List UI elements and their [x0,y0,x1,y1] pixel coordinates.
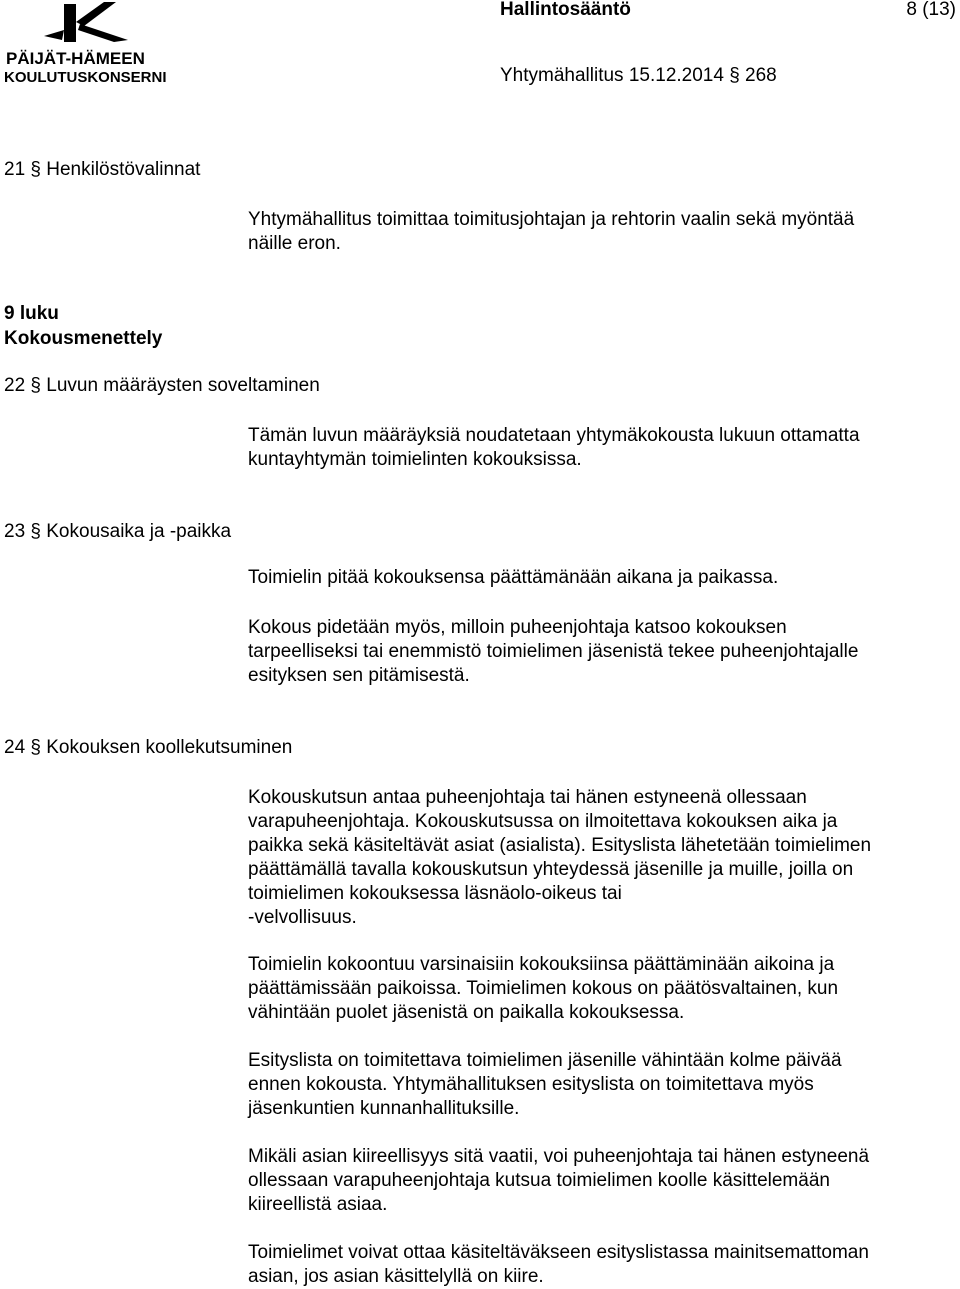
text-line: Esityslista on toimitettava toimielimen jäsenille vähintään kolme päivää [248,1050,842,1071]
text-line: Yhtymähallitus toimittaa toimitusjohtajan ja rehtorin vaalin sekä myöntää [248,209,855,230]
text-line: Tämän luvun määräyksiä noudatetaan yhtymäkokousta lukuun ottamatta [248,425,860,446]
document-title: Hallintosääntö [500,0,631,20]
text-line: toimielimen kokouksessa läsnäolo-oikeus tai [248,883,622,904]
text-line: näille eron. [248,233,341,254]
text-line: paikka sekä käsiteltävät asiat (asialista). Esityslista lähetetään toimielimen [248,835,872,856]
text-line: ollessaan varapuheenjohtaja kutsua toimielimen koolle käsittelemään [248,1170,830,1191]
section-24-paragraph-3 [248,1049,948,1121]
section-24-paragraph-5 [248,1241,948,1289]
text-line: Toimielimet voivat ottaa käsiteltäväkseen esityslistassa mainitsemattoman [248,1242,869,1263]
section-24-paragraph-4 [248,1145,948,1217]
text-line: kuntayhtymän toimielinten kokouksissa. [248,449,582,470]
section-21-paragraph-1 [248,208,948,256]
text-line: Mikäli asian kiireellisyys sitä vaatii, voi puheenjohtaja tai hänen estyneenä [248,1146,870,1167]
section-23-heading: 23 § Kokousaika ja -paikka [4,521,232,542]
text-line: Toimielin pitää kokouksensa päättämänään aikana ja paikassa. [248,567,779,588]
text-line: Kokous pidetään myös, milloin puheenjohtaja katsoo kokouksen [248,617,787,638]
logo-text-line2: KOULUTUSKONSERNI [4,69,167,86]
text-line: tarpeelliseksi tai enemmistö toimielimen jäsenistä tekee puheenjohtajalle [248,641,859,662]
section-24-heading: 24 § Kokouksen koollekutsuminen [4,737,293,758]
section-24-paragraph-1 [248,786,948,930]
chapter-number: 9 luku [4,303,59,324]
text-line: vähintään puolet jäsenistä on paikalla kokouksessa. [248,1002,685,1023]
chapter-title: Kokousmenettely [4,328,163,349]
section-23-paragraph-2 [248,616,948,688]
k-logo-icon [44,2,128,42]
section-21-heading: 21 § Henkilöstövalinnat [4,159,201,180]
text-line: jäsenkuntien kunnanhallituksille. [248,1098,520,1119]
text-line: asian, jos asian käsittelyllä on kiire. [248,1266,544,1287]
text-line: Toimielin kokoontuu varsinaisiin kokouksiinsa päättäminään aikoina ja [248,954,835,975]
organization-logo [4,0,184,86]
section-22-heading: 22 § Luvun määräysten soveltaminen [4,375,320,396]
text-line: kiireellistä asiaa. [248,1194,388,1215]
text-line: -velvollisuus. [248,907,357,928]
text-line: varapuheenjohtaja. Kokouskutsussa on ilmoitettava kokouksen aika ja [248,811,838,832]
section-24-paragraph-2 [248,953,948,1025]
logo-text-line1: PÄIJÄT-HÄMEEN [6,49,145,68]
text-line: päättämissään paikoissa. Toimielimen kokous on päätösvaltainen, kun [248,978,839,999]
text-line: esityksen sen pitämisestä. [248,665,470,686]
text-line: päättämällä tavalla kokouskutsun yhteydessä jäsenille ja muille, joilla on [248,859,854,880]
meeting-reference: Yhtymähallitus 15.12.2014 § 268 [500,65,777,86]
text-line: Kokouskutsun antaa puheenjohtaja tai hänen estyneenä ollessaan [248,787,807,808]
section-23-paragraph-1 [248,566,948,590]
section-22-paragraph-1 [248,424,948,472]
text-line: ennen kokousta. Yhtymähallituksen esityslista on toimitettava myös [248,1074,814,1095]
page-number: 8 (13) [906,0,956,20]
